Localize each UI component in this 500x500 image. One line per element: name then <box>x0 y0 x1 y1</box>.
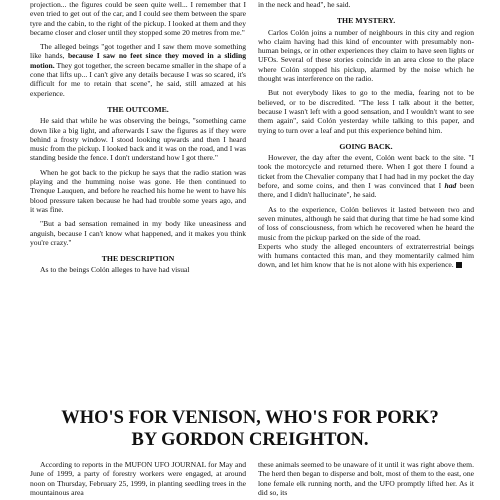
article-byline: BY GORDON CREIGHTON. <box>131 430 369 450</box>
article-left-column <box>30 460 246 497</box>
paragraph-text: However, the day after the event, Colón went back to the site. "I took the motorcycle and returned there. When I got there I found a ticket from the Chevalier company that I had had in my pocket the day before, and some coins, and then I was convinced that I <box>258 153 474 191</box>
article-right-column <box>258 460 474 497</box>
left-paragraph-description: As to the beings Colón alleges to have had visual <box>40 265 190 275</box>
left-paragraph-sensation: "But a bad sensation remained in my body like uneasiness and anguish, because I can't know what happened, and it makes you think you're crazy." <box>30 219 246 247</box>
article-title <box>40 407 460 451</box>
paragraph-text: been there, and I didn't hallucinate", he said. <box>258 181 475 200</box>
left-paragraph-observing: He said that while he was observing the beings, "something came down like a big light, and afterwards I saw the figures as if they were behind a frosty window. I stood looking upwards and then I heard music from the pickup. I looked back and it was on the road, and I was standing beside the fence. I don't understand how I got there." <box>30 116 246 163</box>
left-intro-paragraph: projection... the figures could be seen quite well... I remember that I even tried to get out of the car, and I could see them between the spare tyre and the cabin, to the right of the pickup. I looked at them and they became closer and closer until they stopped some 20 metres from me." <box>30 0 246 37</box>
right-paragraph-neighbours: Carlos Colón joins a number of neighbours in this city and region who claim having had this kind of encounter with presumably non-human beings, or in other experiences they claim to have seen lights or UFOs. Several of these stories coincide in an area close to the place where Colón stopped his pickup, alarmed by the noise which he thought was interference on the radio. <box>258 27 474 84</box>
right-paragraph-duration: As to the experience, Colón believes it lasted between two and seven minutes, although he said that during that time he had some kind of loss of consciousness, from which he recovered when he heard the music from the pickup parked on the side of the road. <box>258 204 474 242</box>
section-heading-outcome: THE OUTCOME. <box>107 104 169 114</box>
section-heading-description: THE DESCRIPTION <box>101 254 175 264</box>
paragraph-text: They got together, the screen became smaller in the shape of a cone that lifts up... I can't give any details because I was so scared, it's difficult for me to retain that scene", he said, still amazed at his experience. <box>30 60 246 98</box>
left-paragraph-beings <box>30 42 246 98</box>
bold-emphasis: because I saw no feet since they moved in a sliding motion. <box>30 51 246 70</box>
right-paragraph-experts <box>258 242 474 270</box>
italic-emphasis: had <box>444 181 457 191</box>
left-paragraph-pickup: When he got back to the pickup he says that the radio station was playing and the humming noise was gone. He then continued to Trenque Lauquen, and before he reached his home he went to have his blood pressure taken because he had had trouble some years ago, and it was fine. <box>30 167 246 214</box>
right-intro-line: in the neck and head", he said. <box>258 0 351 9</box>
paragraph-text: The alleged beings "got together and I saw them move something like hands, <box>30 42 246 61</box>
article-title-line-1: WHO'S FOR VENISON, WHO'S FOR PORK? <box>61 408 439 428</box>
left-text-column <box>30 0 246 275</box>
section-heading-going-back: GOING BACK. <box>339 141 393 151</box>
end-of-article-mark <box>456 262 462 268</box>
article-right-paragraph: these animals seemed to be unaware of it until it was right above them. The herd then began to disperse and bolt, most of them to the east, one lone female elk running north, and the UFO promptly lifted her. As it did so, its <box>258 460 474 497</box>
article-left-paragraph: According to reports in the MUFON UFO JOURNAL for May and June of 1999, a party of forestry workers were engaged, at around noon on Thursday, February 25, 1999, in planting seedling trees in the mountainous area <box>30 460 246 497</box>
section-heading-mystery: THE MYSTERY. <box>336 16 396 26</box>
paragraph-text: Experts who study the alleged encounters of extraterrestrial beings with humans contacted this man, and they momentarily calmed him down, and let him know that he is not alone with his experience. <box>258 241 474 270</box>
right-paragraph-media: But not everybody likes to go to the media, fearing not to be believed, or to be discredited. "The less I talk about it the better, because I wasn't left with a good sensation, and I wouldn't want to see them again", said Colón yesterday while talking to this paper, and trying to turn over a leaf and put this experience behind him. <box>258 88 474 135</box>
right-text-column <box>258 0 474 270</box>
right-paragraph-going-back <box>258 153 474 199</box>
